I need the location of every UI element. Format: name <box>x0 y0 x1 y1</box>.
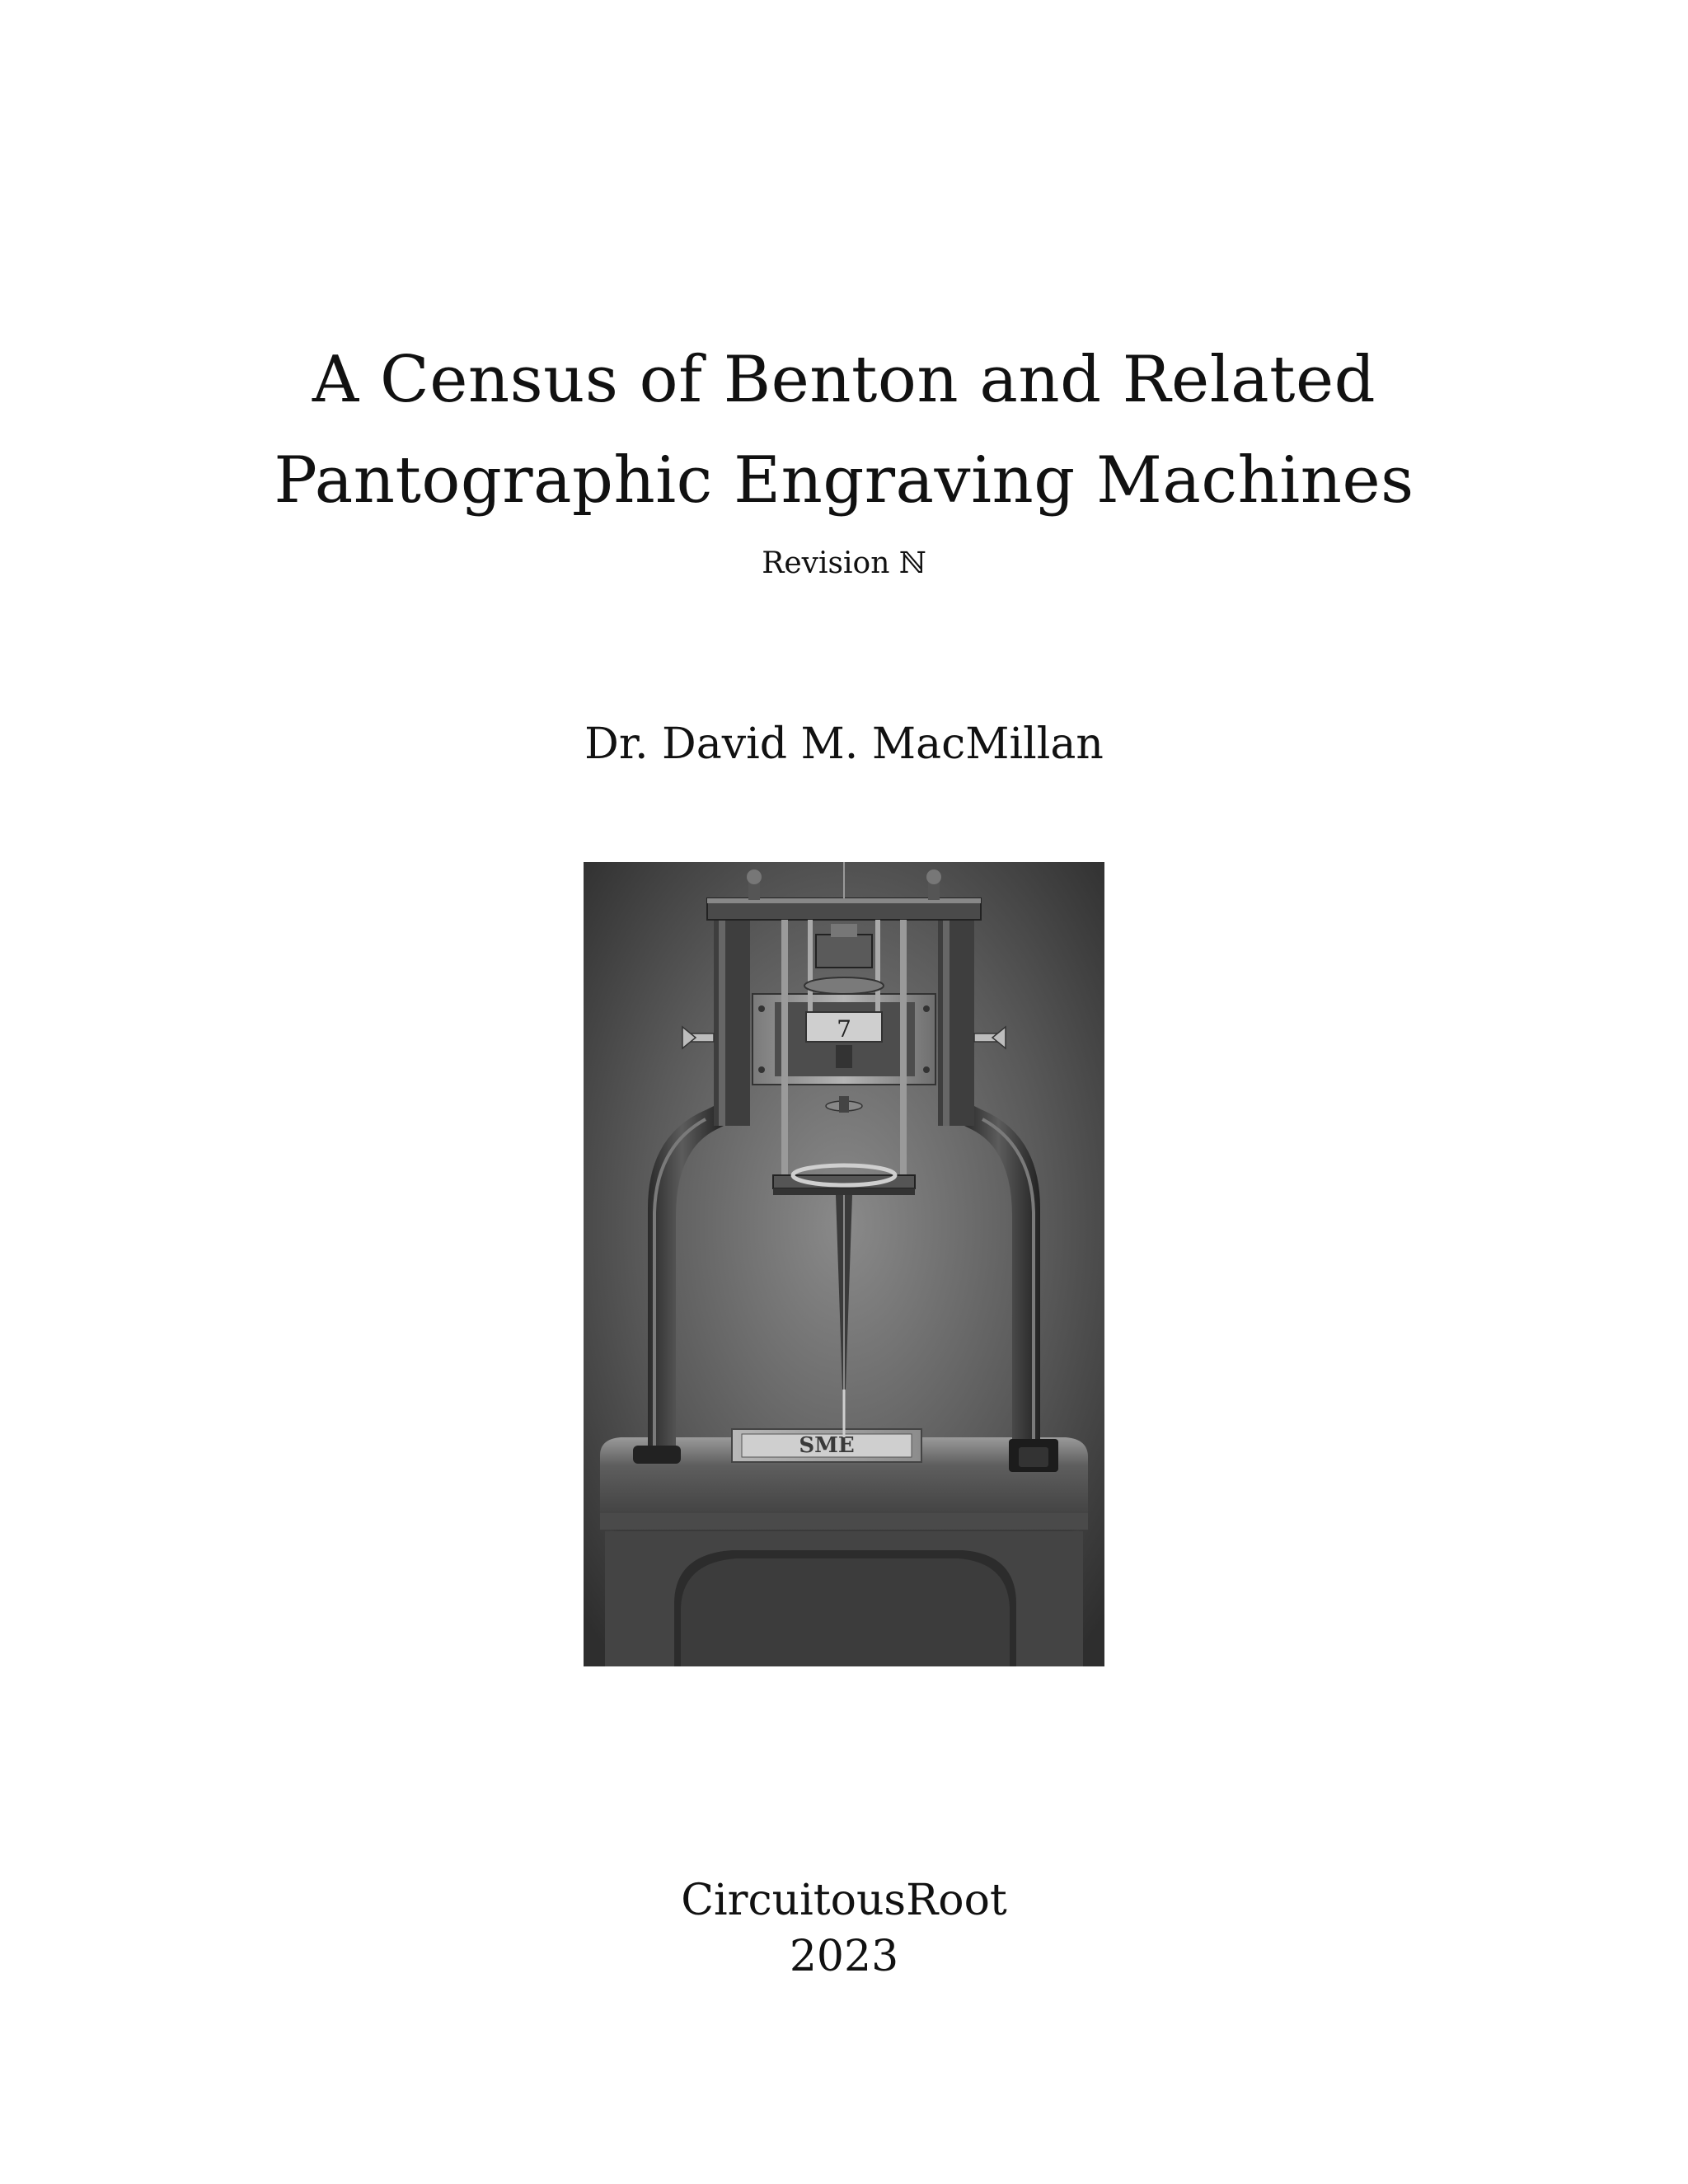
svg-text:7: 7 <box>837 1015 851 1043</box>
title-line-1: A Census of Benton and Related <box>312 343 1376 417</box>
frontispiece-image <box>584 862 1104 1666</box>
publication-year: 2023 <box>789 1932 899 1981</box>
title-line-2: Pantographic Engraving Machines <box>274 443 1414 518</box>
plate-engraved-text: SME <box>799 1433 855 1458</box>
author-name: Dr. David M. MacMillan <box>584 719 1104 769</box>
engraving-machine-illustration <box>584 862 1104 1666</box>
publisher-name: CircuitousRoot <box>681 1876 1007 1925</box>
title-block <box>0 330 1688 531</box>
revision-label: Revision ℕ <box>762 546 926 580</box>
